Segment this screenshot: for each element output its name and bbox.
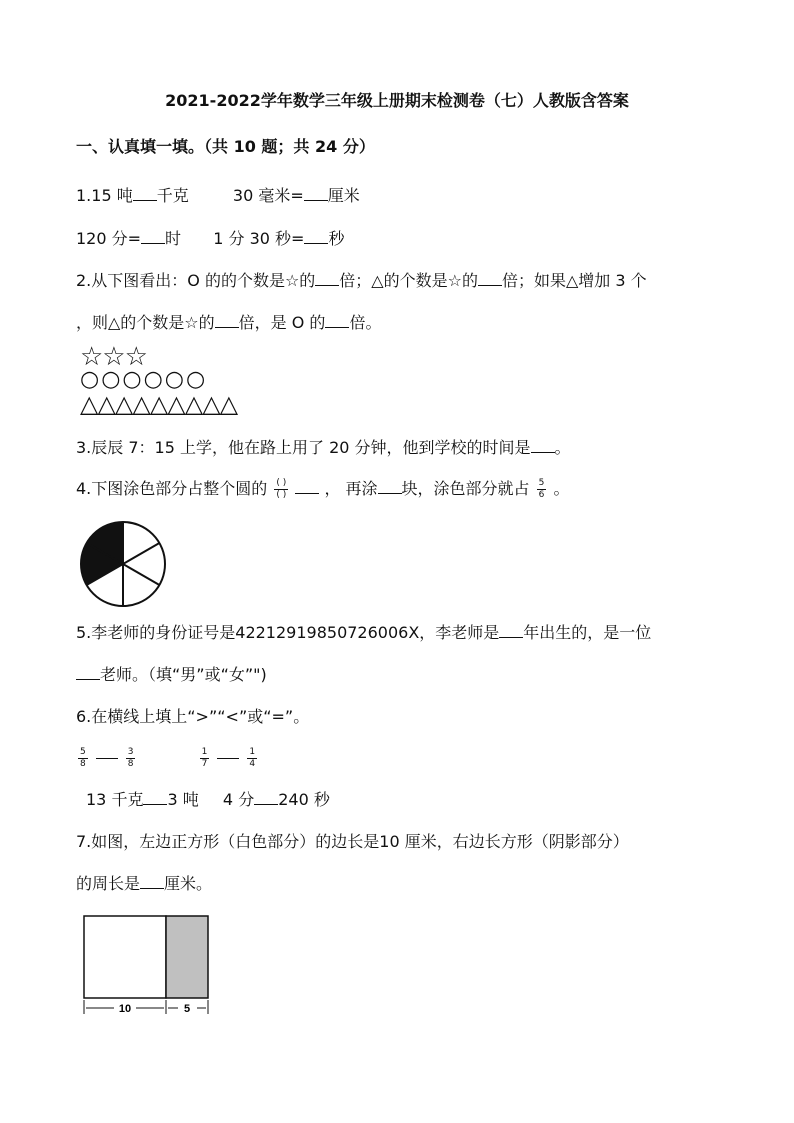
question-4: 4.下图涂色部分占整个圆的 $\frac{( )}{( )}$ ， 再涂 块，涂色部分就占 $\frac{5}{6}$ 。 — [76, 478, 570, 500]
question-6: 6.在横线上填上“>”“<”或“=”。 — [76, 707, 310, 726]
answer-blank[interactable] — [315, 271, 339, 286]
answer-blank[interactable] — [325, 313, 349, 328]
triangles-row: △△△△△△△△△ — [80, 390, 238, 418]
answer-blank[interactable] — [304, 186, 328, 201]
answer-blank[interactable] — [478, 271, 502, 286]
section-heading: 一、认真填一填。（共 10 题；共 24 分） — [76, 137, 375, 156]
question-1-line-1: 1.15 吨 千克 30 毫米= 厘米 — [76, 186, 360, 205]
answer-blank[interactable] — [96, 758, 118, 759]
fraction: $\frac{1}{7}$ — [201, 747, 208, 769]
question-2-line-1: 2.从下图看出：O 的的个数是☆的 倍；△的个数是☆的 倍；如果△增加 3 个 — [76, 271, 647, 290]
question-5-line-1: 5.李老师的身份证号是42212919850726006X，李老师是 年出生的，是一位 — [76, 623, 652, 642]
fraction: $\frac{3}{8}$ — [127, 747, 134, 769]
stars-row: ☆☆☆ — [80, 342, 147, 372]
question-6-compare: 13 千克 3 吨 4 分 240 秒 — [86, 790, 330, 809]
answer-blank[interactable] — [295, 479, 319, 494]
question-3: 3.辰辰 7：15 上学，他在路上用了 20 分钟，他到学校的时间是 。 — [76, 438, 571, 457]
question-7-line-1: 7.如图，左边正方形（白色部分）的边长是10 厘米，右边长方形（阴影部分） — [76, 832, 629, 851]
fraction: $\frac{5}{8}$ — [80, 747, 86, 769]
answer-blank[interactable] — [143, 790, 167, 805]
fraction: $\frac{1}{4}$ — [249, 747, 256, 769]
square-rectangle-diagram — [80, 914, 214, 1018]
answer-blank[interactable] — [378, 479, 402, 494]
page-title: 2021-2022学年数学三年级上册期末检测卷（七）人教版含答案 — [165, 91, 629, 110]
answer-blank[interactable] — [76, 665, 100, 680]
question-7-line-2: 的周长是 厘米。 — [76, 874, 213, 893]
question-1-line-2: 120 分= 时 1 分 30 秒= 秒 — [76, 229, 345, 248]
answer-blank[interactable] — [254, 790, 278, 805]
dimension-label-right: 5 — [183, 1003, 191, 1015]
answer-blank[interactable] — [133, 186, 157, 201]
answer-blank[interactable] — [141, 229, 165, 244]
answer-blank[interactable] — [140, 874, 164, 889]
answer-blank[interactable] — [531, 438, 555, 453]
answer-blank[interactable] — [217, 758, 239, 759]
fraction-blank[interactable]: $\frac{( )}{( )}$ — [276, 478, 287, 500]
question-2-line-2: ，则△的个数是☆的 倍，是 O 的 倍。 — [76, 313, 382, 332]
fraction: $\frac{5}{6}$ — [538, 478, 545, 500]
answer-blank[interactable] — [215, 313, 239, 328]
answer-blank[interactable] — [499, 623, 523, 638]
question-6-fractions — [76, 740, 259, 776]
question-5-line-2: 老师。（填“男”或“女”") — [76, 665, 267, 685]
dimension-label-left: 10 — [118, 1003, 132, 1015]
circles-row: ○○○○○○ — [80, 367, 208, 392]
answer-blank[interactable] — [304, 229, 328, 244]
pie-diagram — [78, 519, 168, 609]
